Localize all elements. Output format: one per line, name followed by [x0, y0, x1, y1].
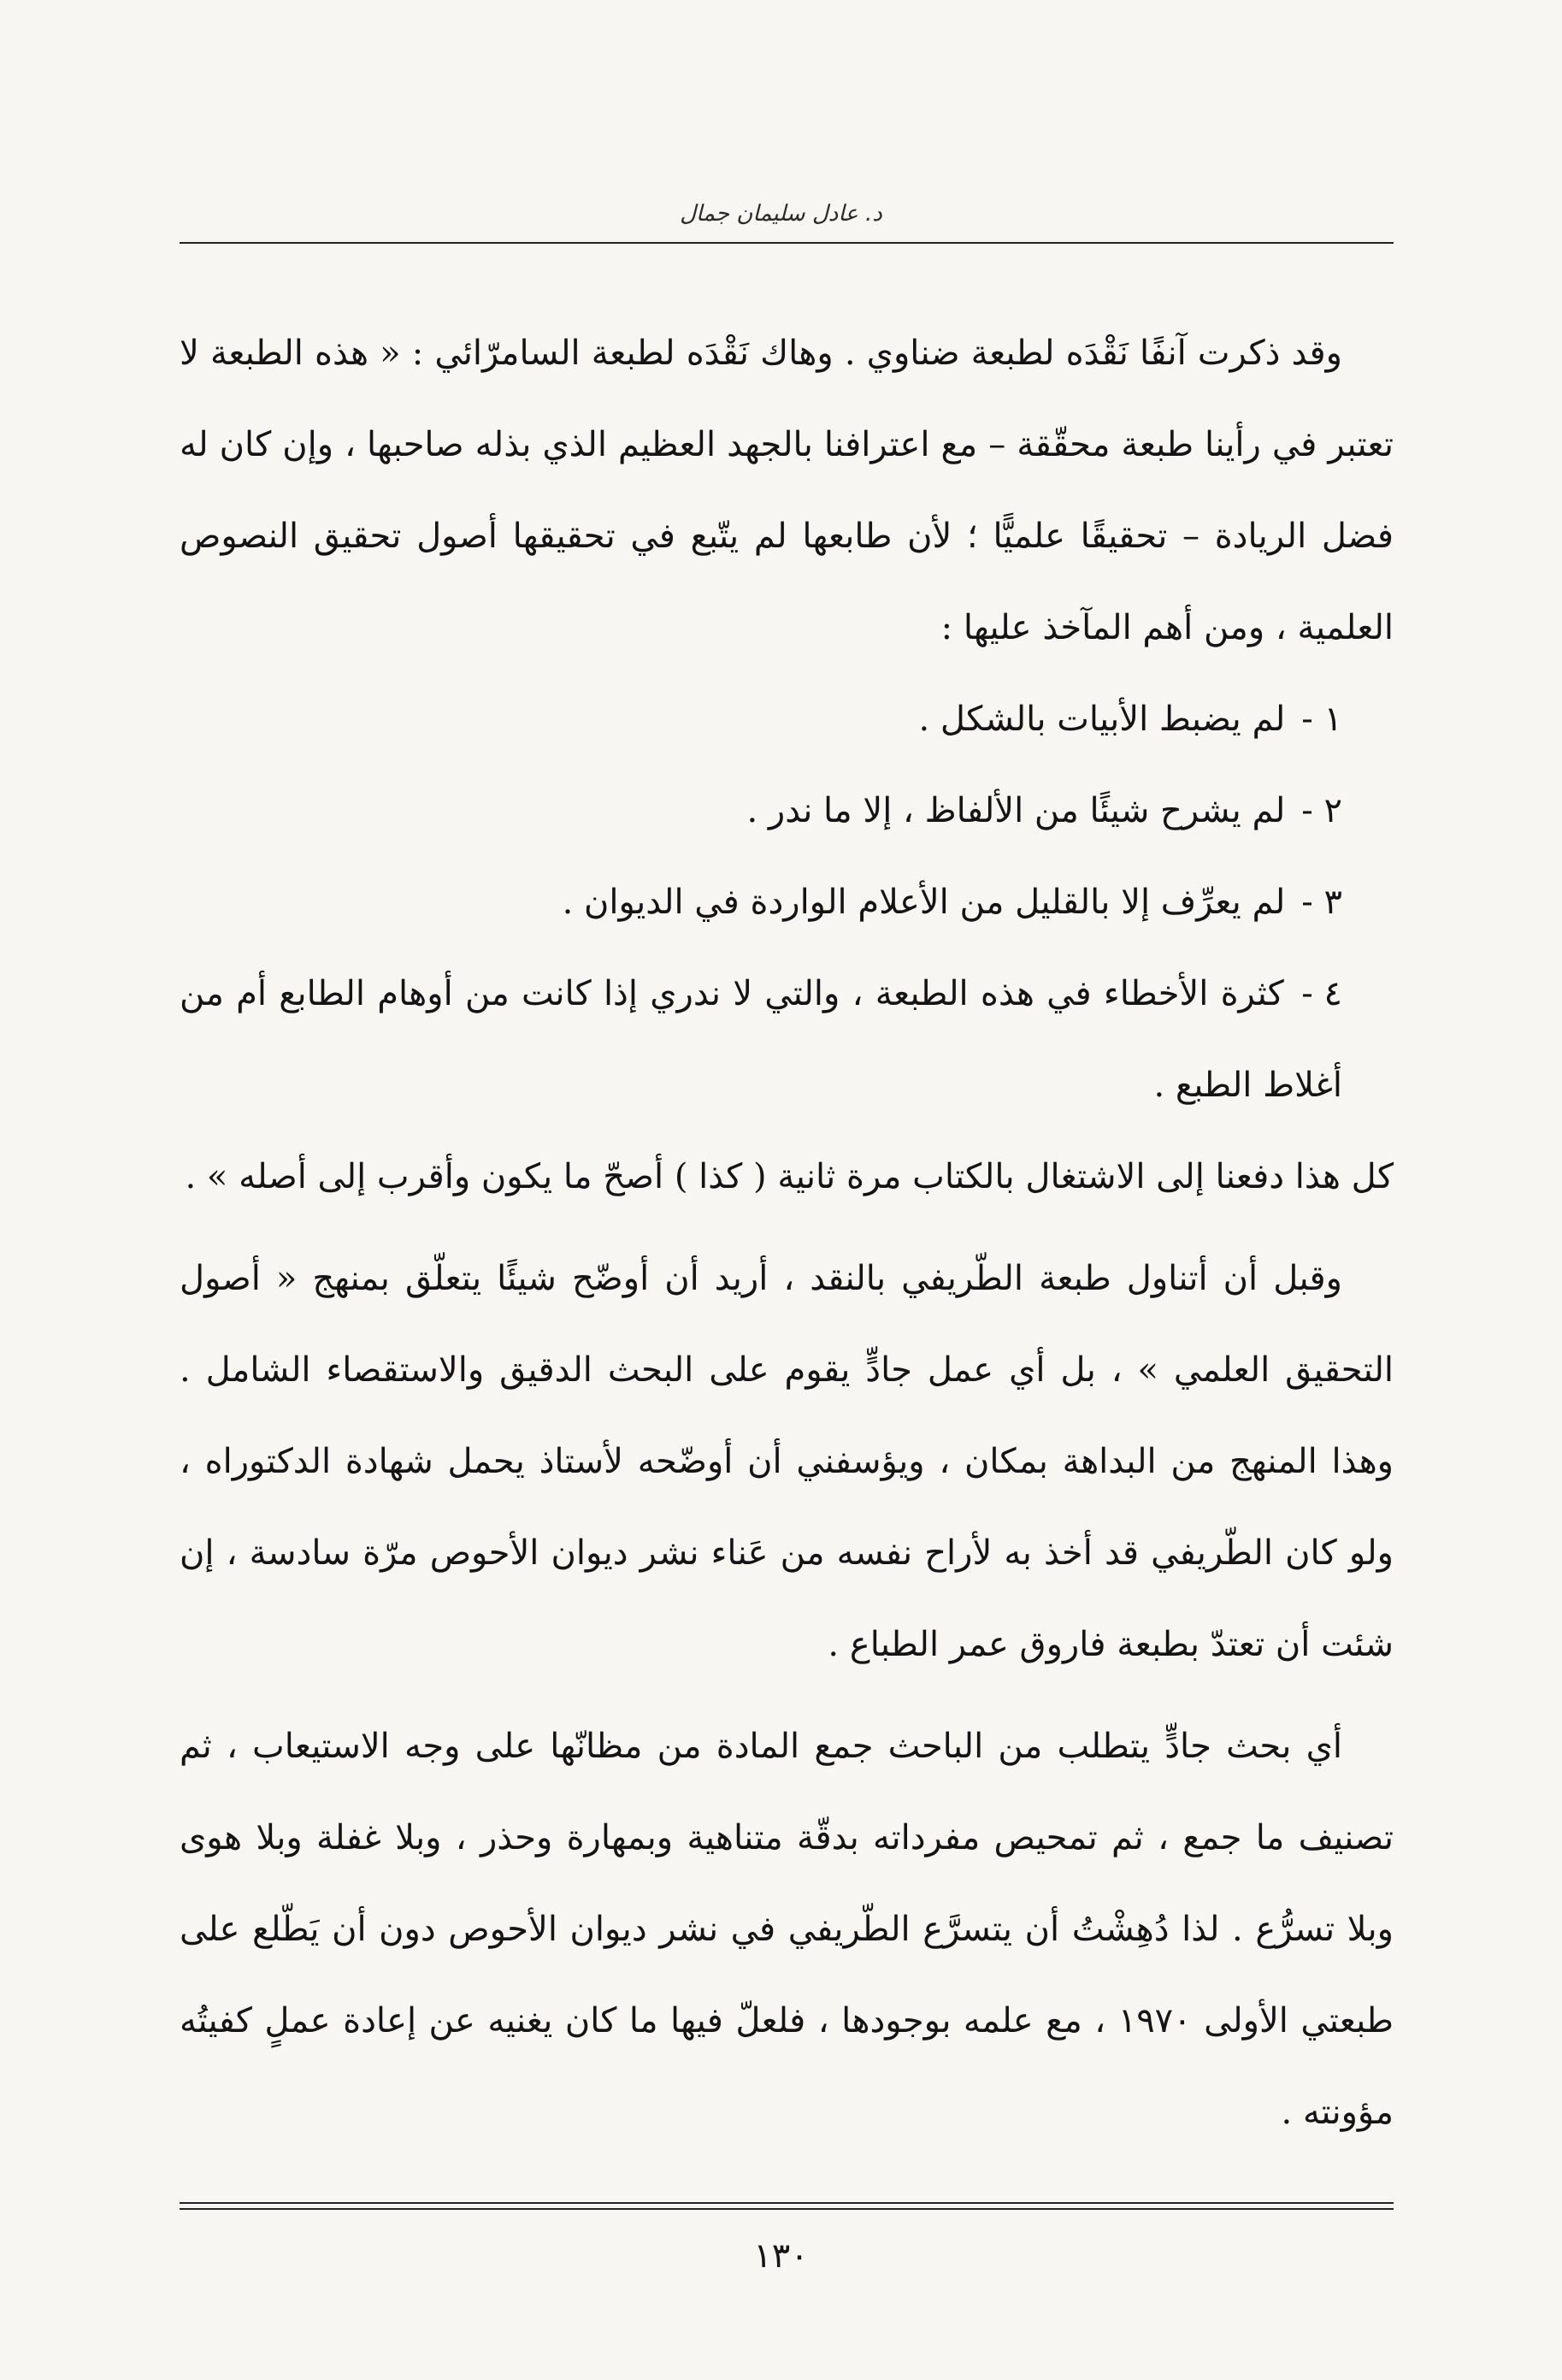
list-text: لم يضبط الأبيات بالشكل .	[918, 700, 1286, 739]
footer-rule	[180, 2202, 1394, 2204]
list-text: لم يشرح شيئًا من الألفاظ ، إلا ما ندر .	[746, 791, 1286, 830]
list-text: لم يعرِّف إلا بالقليل من الأعلام الواردة في الديوان .	[562, 883, 1286, 922]
list-item	[180, 948, 1394, 1131]
defects-list	[180, 674, 1394, 1131]
running-header: د. عادل سليمان جمال	[680, 201, 882, 227]
paragraph-1: وقد ذكرت آنفًا نَقْدَه لطبعة ضناوي . وهاك نَقْدَه لطبعة السامرّائي : « هذه الطبعة لا تعتبر في رأينا طبعة محقّقة – مع اعترافنا بالجهد العظيم الذي بذله صاحبها ، وإن كان له فضل الريادة – تحقيقًا علميًّا ؛ لأن طابعها لم يتّبع في تحقيقها أصول تحقيق النصوص العلمية ، ومن أهم المآخذ عليها :	[180, 334, 1394, 647]
body-text	[180, 308, 1394, 2159]
footer-rule-second	[180, 2208, 1394, 2210]
list-number: ٣ -	[1301, 883, 1342, 922]
page-number: ١٣٠	[753, 2236, 809, 2276]
list-item	[180, 674, 1394, 765]
list-item	[180, 857, 1394, 948]
header-rule	[180, 242, 1394, 244]
list-number: ١ -	[1301, 700, 1342, 739]
list-number: ٤ -	[1301, 974, 1342, 1013]
paragraph-2: كل هذا دفعنا إلى الاشتغال بالكتاب مرة ثانية ( كذا ) أصحّ ما يكون وأقرب إلى أصله » .	[185, 1157, 1394, 1196]
paragraph-gap	[180, 1691, 1394, 1701]
paragraph-gap	[180, 1223, 1394, 1233]
paragraph-4: أي بحث جادٍّ يتطلب من الباحث جمع المادة من مظانّها على وجه الاستيعاب ، ثم تصنيف ما جمع ، ثم تمحيص مفرداته بدقّة متناهية وبمهارة وحذر ، وبلا غفلة وبلا هوى وبلا تسرُّع . لذا دُهِشْتُ أن يتسرَّع الطّريفي في نشر ديوان الأحوص دون أن يَطّلع على طبعتي الأولى ١٩٧٠ ، مع علمه بوجودها ، فلعلّ فيها ما كان يغنيه عن إعادة عملٍ كفيتُه مؤونته .	[180, 1727, 1394, 2132]
list-text: كثرة الأخطاء في هذه الطبعة ، والتي لا ندري إذا كانت من أوهام الطابع أم من أغلاط الطبع .	[180, 974, 1342, 1105]
list-number: ٢ -	[1301, 791, 1342, 830]
list-item	[180, 765, 1394, 857]
paragraph-3: وقبل أن أتناول طبعة الطّريفي بالنقد ، أريد أن أوضّح شيئًا يتعلّق بمنهج « أصول التحقيق العلمي » ، بل أي عمل جادٍّ يقوم على البحث الدقيق والاستقصاء الشامل . وهذا المنهج من البداهة بمكان ، ويؤسفني أن أوضّحه لأستاذ يحمل شهادة الدكتوراه ، ولو كان الطّريفي قد أخذ به لأراح نفسه من عَناء نشر ديوان الأحوص مرّة سادسة ، إن شئت أن تعتدّ بطبعة فاروق عمر الطباع .	[180, 1259, 1394, 1664]
